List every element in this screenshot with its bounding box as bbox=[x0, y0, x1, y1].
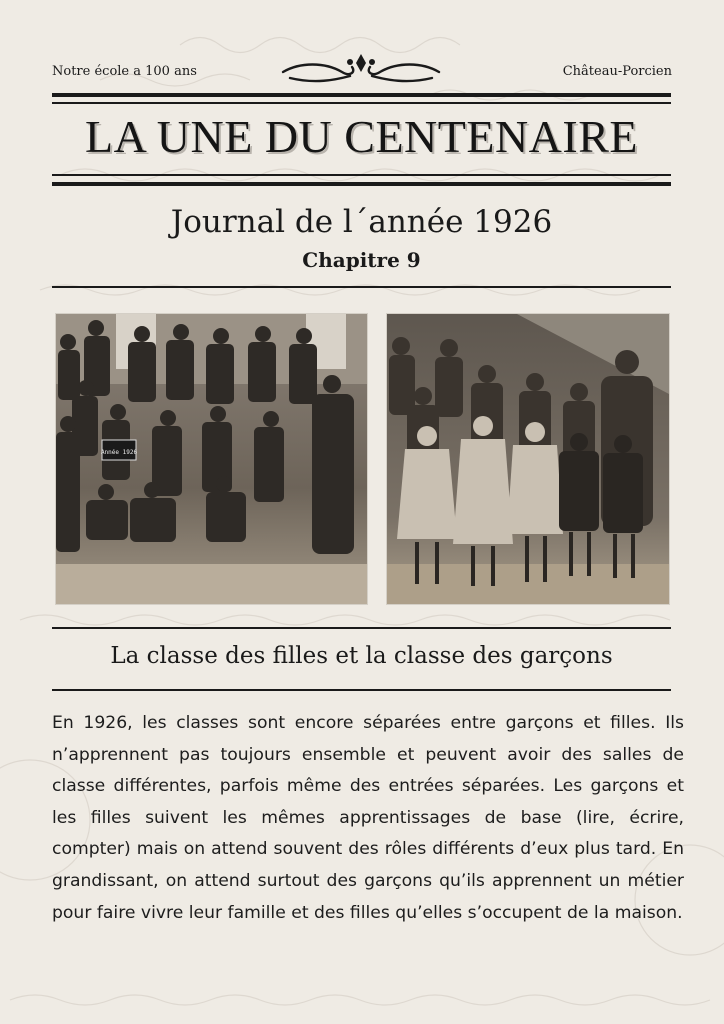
school-anniversary-tag: Notre école a 100 ans bbox=[52, 64, 197, 79]
masthead-top-thin-rule bbox=[52, 102, 671, 104]
section-rule-top bbox=[52, 286, 671, 288]
masthead-top-rule bbox=[52, 93, 671, 97]
boys-class-photo bbox=[55, 313, 368, 605]
article-headline: La classe des filles et la classe des garçons bbox=[110, 643, 613, 669]
chapter-label: Chapitre 9 bbox=[302, 248, 421, 272]
girls-class-photo bbox=[386, 313, 670, 605]
location-tag: Château-Porcien bbox=[562, 64, 672, 79]
masthead-bottom-rule bbox=[52, 182, 671, 186]
masthead-bottom-thin-rule bbox=[52, 174, 671, 176]
masthead-title: LA UNE DU CENTENAIRE bbox=[85, 111, 638, 162]
headline-rule-bottom bbox=[52, 689, 671, 691]
article-body: En 1926, les classes sont encore séparées entre garçons et filles. Ils n’apprennent pas toujours ensemble et peuvent avoir des salles de classe différentes, parfois même des entrées séparées. Les garçons et les filles suivent les mêmes apprentissages de base (lire, écrire, compter) mais on attend souvent des rôles différents d’eux plus tard. En grandissant, on attend surtout des garçons qu’ils apprennent un métier pour faire vivre leur famille et des filles qu’elles s’occupent de la maison. bbox=[52, 713, 684, 923]
flourish-ornament-icon bbox=[280, 50, 442, 88]
issue-title: Journal de l´année 1926 bbox=[170, 204, 553, 240]
headline-rule-top bbox=[52, 627, 671, 629]
class-slate-label: Année 1926 bbox=[100, 449, 138, 456]
